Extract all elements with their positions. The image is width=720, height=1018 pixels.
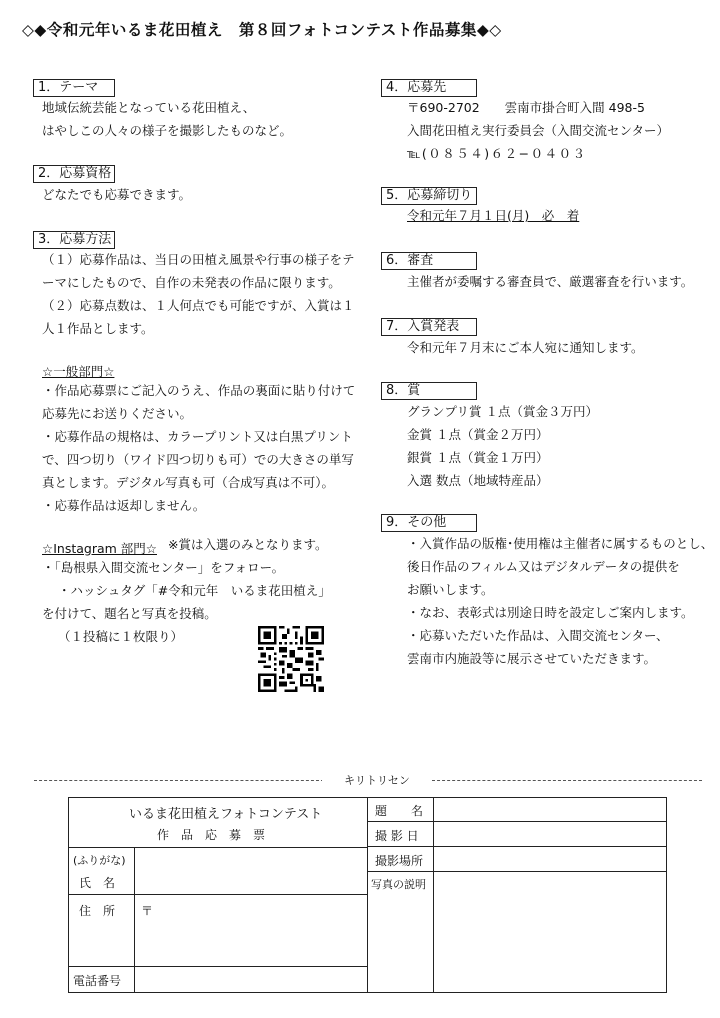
cut-line-left [34,780,324,781]
form-subtitle: 作 品 応 募 票 [157,828,266,842]
judging-line-1: 主催者が委嘱する審査員で、厳選審査を行います。 [407,274,694,289]
instagram-line-4: （１投稿に１枚限り） [58,629,184,644]
entry-form [68,797,667,993]
general-division-heading: ☆一般部門☆ [42,364,115,379]
cut-line-label: キリトリセン [322,772,432,788]
awards-line-2: 金賞 １点（賞金２万円） [407,427,549,442]
announcement-line-1: 令和元年７月末にご本人宛に通知します。 [407,340,644,355]
theme-line-1: 地域伝統芸能となっている花田植え、 [42,100,256,115]
general-line-2: 応募先にお送りください。 [42,406,193,421]
other-line-6: 雲南市内施設等に展示させていただきます。 [407,651,657,666]
method-line-1: （１）応募作品は、当日の田植え風景や行事の様子をテ [42,252,355,267]
other-line-2: 後日作品のフィルム又はデジタルデータの提供を [407,559,680,574]
general-line-3: ・応募作品の規格は、カラープリント又は白黒プリント [42,429,353,444]
section-header-method: 3．応募方法 [33,231,115,249]
general-line-6: ・応募作品は返却しません。 [42,498,206,513]
instagram-note: ※賞は入選のみとなります。 [168,537,328,552]
instagram-line-1: ・「島根県入間交流センター」をフォロー。 [42,560,285,575]
method-line-3: （２）応募点数は、１人何点でも可能ですが、入賞は１ [42,298,355,313]
description-field[interactable] [434,872,666,992]
section-header-theme: 1．テーマ [33,79,115,97]
qr-code-image[interactable] [258,626,324,692]
section-header-announcement: 7．入賞発表 [381,318,477,336]
address-label: 住 所 [79,904,116,918]
destination-phone: ℡(０８５４)６２−０４０３ [407,146,587,161]
name-field[interactable] [135,848,367,894]
destination-line-2: 入間花田植え実行委員会（入間交流センター） [407,123,670,138]
section-header-awards: 8．賞 [381,382,477,400]
awards-line-3: 銀賞 １点（賞金１万円） [407,450,549,465]
subject-field[interactable] [434,798,666,821]
date-label: 撮 影 日 [375,829,419,843]
place-label: 撮影場所 [375,854,424,868]
date-field[interactable] [434,822,666,846]
other-line-3: お願いします。 [407,582,494,597]
phone-field[interactable] [135,967,367,992]
name-label: 氏 名 [79,876,116,890]
instagram-division-heading: ☆Instagram 部門☆ [42,541,157,556]
form-title: いるま花田植えフォトコンテスト [129,807,323,822]
address-field[interactable] [135,895,367,966]
instagram-line-2: ・ハッシュタグ「#令和元年 いるま花田植え」 [58,583,331,598]
method-line-2: ーマにしたもので、自作の未発表の作品に限ります。 [42,275,341,290]
cut-line-right [432,780,702,781]
instagram-line-3: を付けて、題名と写真を投稿。 [42,606,217,621]
eligibility-line-1: どなたでも応募できます。 [42,187,192,202]
section-header-other: 9．その他 [381,514,477,532]
other-line-5: ・応募いただいた作品は、入間交流センター、 [407,628,669,643]
description-label: 写真の説明 [371,878,426,891]
deadline-line-1: 令和元年７月１日(月) 必 着 [407,208,580,223]
general-line-5: 真とします。デジタル写真も可（合成写真は不可）。 [42,475,335,490]
furigana-label: (ふりがな) [73,854,126,867]
page-title: ◇◆令和元年いるま花田植え 第８回フォトコンテスト作品募集◆◇ [22,21,502,39]
method-line-4: 人１作品とします。 [42,321,154,336]
awards-line-1: グランプリ賞 １点（賞金３万円） [407,404,598,419]
section-header-deadline: 5．応募締切り [381,187,477,205]
section-header-eligibility: 2．応募資格 [33,165,115,183]
phone-label: 電話番号 [73,974,122,988]
theme-line-2: はやしこの人々の様子を撮影したものなど。 [42,123,293,138]
general-line-1: ・作品応募票にご記入のうえ、作品の裏面に貼り付けて [42,383,356,398]
postal-mark: 〒 [141,904,154,918]
section-header-destination: 4．応募先 [381,79,477,97]
awards-line-4: 入選 数点（地域特産品） [407,473,549,488]
place-field[interactable] [434,847,666,871]
section-header-judging: 6．審査 [381,252,477,270]
subject-label: 題 名 [375,804,424,818]
destination-line-1: 〒690-2702 雲南市掛合町入間 498-5 [407,100,645,115]
general-line-4: で、四つ切り（ワイド四つ切りも可）での大きさの単写 [42,452,354,467]
other-line-4: ・なお、表彰式は別途日時を設定しご案内します。 [407,605,694,620]
other-line-1: ・入賞作品の版権･使用権は主催者に属するものとし、 [407,536,714,551]
